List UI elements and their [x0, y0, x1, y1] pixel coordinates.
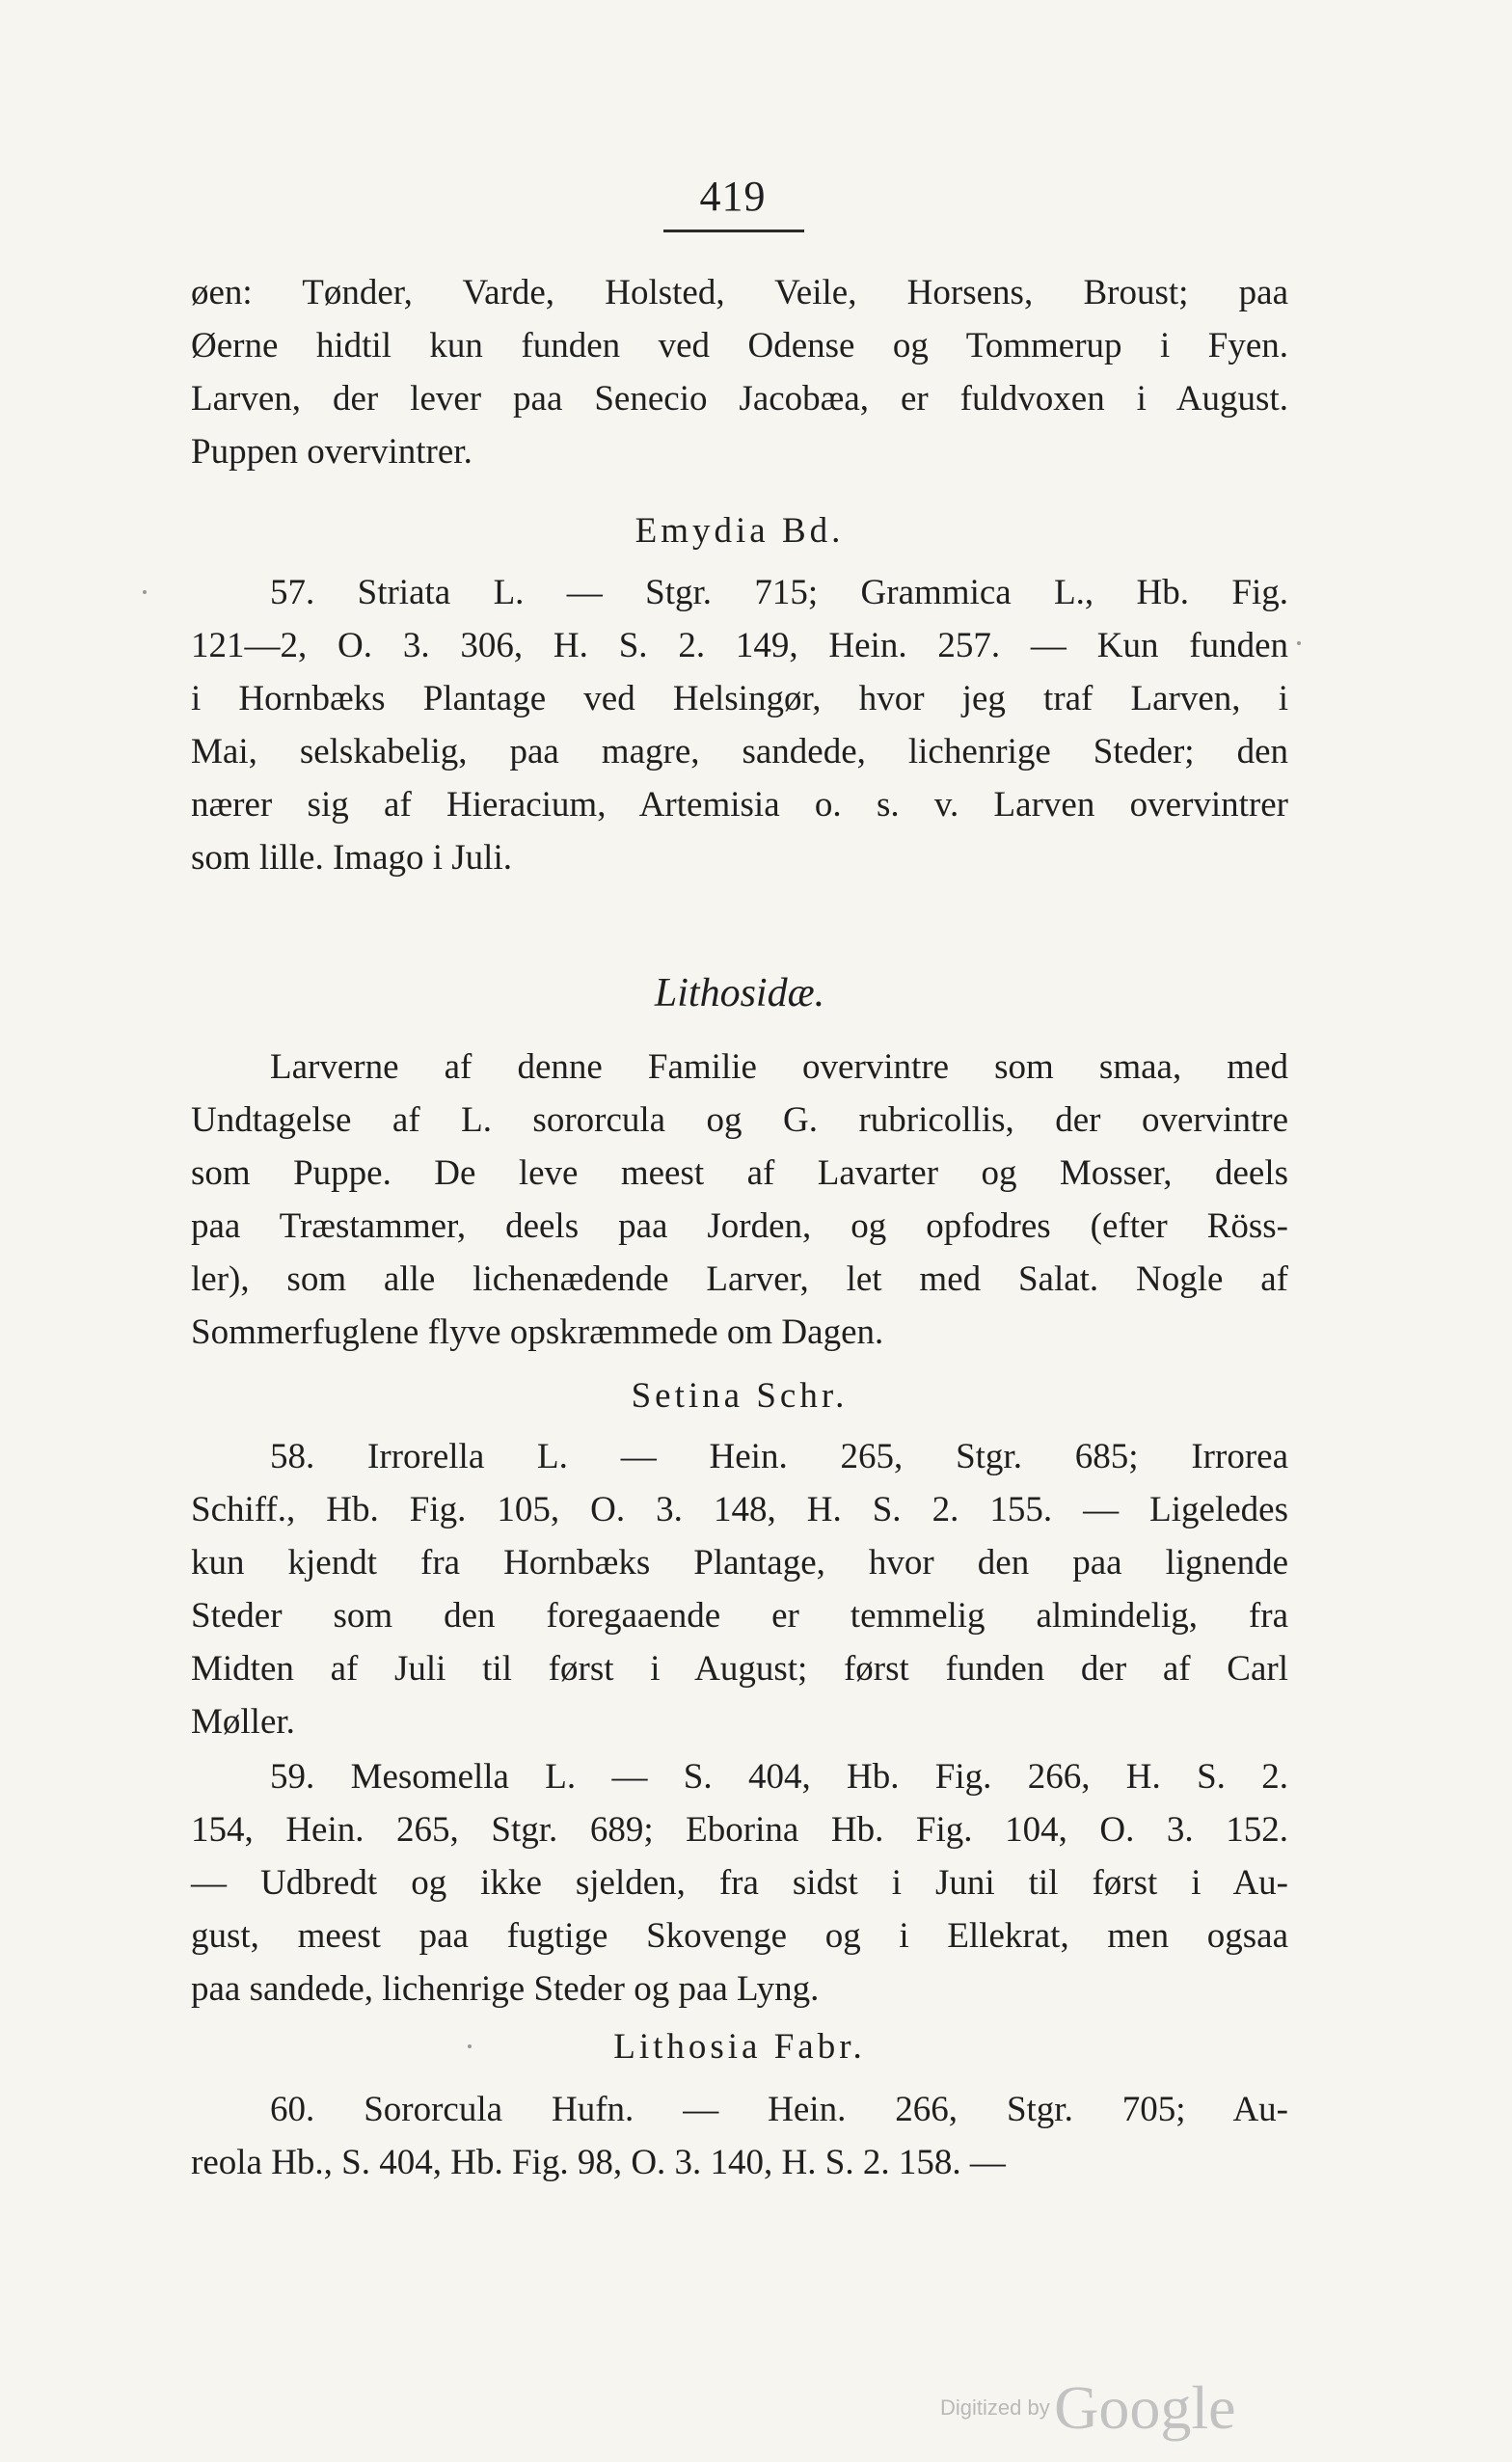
text-line: Sommerfuglene flyve opskræmmede om Dagen. — [191, 1312, 884, 1352]
watermark-prefix: Digitized by — [940, 2395, 1050, 2420]
text-line: Schiff., Hb. Fig. 105, O. 3. 148, H. S. 2. 155. — Ligeledes — [191, 1490, 1288, 1529]
text-line: som lille. Imago i Juli. — [191, 838, 512, 878]
text-line: Puppen overvintrer. — [191, 432, 472, 472]
text-line: i Hornbæks Plantage ved Helsingør, hvor jeg traf Larven, i — [191, 679, 1288, 718]
text-line: Undtagelse af L. sororcula og G. rubricollis, der overvintre — [191, 1100, 1288, 1140]
text-line: Mai, selskabelig, paa magre, sandede, lichenrige Steder; den — [191, 732, 1288, 771]
family-heading-lithosidae: Lithosidæ. — [654, 971, 825, 1015]
text-line: kun kjendt fra Hornbæks Plantage, hvor den paa lignende — [191, 1543, 1288, 1583]
text-line: Møller. — [191, 1702, 295, 1742]
family-description — [191, 1041, 1288, 1359]
text-line: Midten af Juli til først i August; først funden der af Carl — [191, 1649, 1288, 1689]
paragraph-block-1 — [191, 266, 1288, 478]
page-number: 419 — [699, 173, 767, 220]
genus-heading-lithosia: Lithosia Fabr. — [613, 2027, 866, 2067]
text-line: gust, meest paa fugtige Skovenge og i Ellekrat, men ogsaa — [191, 1916, 1288, 1956]
google-logo: Google — [1054, 2373, 1236, 2442]
text-line: ler), som alle lichenædende Larver, let med Salat. Nogle af — [191, 1259, 1288, 1299]
text-line: 57. Striata L. — Stgr. 715; Grammica L., Hb. Fig. — [270, 573, 1288, 612]
text-line: Larverne af denne Familie overvintre som smaa, med — [270, 1047, 1288, 1087]
text-line: Steder som den foregaaende er temmelig almindelig, fra — [191, 1596, 1288, 1636]
text-line: reola Hb., S. 404, Hb. Fig. 98, O. 3. 140, H. S. 2. 158. — — [191, 2143, 1006, 2182]
text-line: 121—2, O. 3. 306, H. S. 2. 149, Hein. 257. — Kun funden — [191, 626, 1288, 665]
text-line: 60. Sororcula Hufn. — Hein. 266, Stgr. 705; Au- — [270, 2090, 1288, 2129]
genus-heading-setina: Setina Schr. — [631, 1376, 849, 1416]
text-line: Øerne hidtil kun funden ved Odense og Tommerup i Fyen. — [191, 326, 1288, 365]
genus-heading-emydia: Emydia Bd. — [634, 511, 845, 551]
text-line: som Puppe. De leve meest af Lavarter og Mosser, deels — [191, 1153, 1288, 1193]
text-line: nærer sig af Hieracium, Artemisia o. s. v. Larven overvintrer — [191, 785, 1288, 825]
text-line: øen: Tønder, Varde, Holsted, Veile, Horsens, Broust; paa — [191, 273, 1288, 312]
text-line: 58. Irrorella L. — Hein. 265, Stgr. 685; Irrorea — [270, 1437, 1288, 1476]
species-entry-58 — [191, 1430, 1288, 1748]
scan-speck — [468, 2044, 472, 2048]
species-entry-60 — [191, 2083, 1288, 2189]
digitized-watermark — [940, 2372, 1236, 2444]
text-line: Larven, der lever paa Senecio Jacobæa, er fuldvoxen i August. — [191, 379, 1288, 419]
species-entry-59 — [191, 1750, 1288, 2016]
text-line: 154, Hein. 265, Stgr. 689; Eborina Hb. Fig. 104, O. 3. 152. — [191, 1810, 1288, 1850]
text-line: — Udbredt og ikke sjelden, fra sidst i Juni til først i Au- — [191, 1863, 1288, 1903]
text-line: paa sandede, lichenrige Steder og paa Lyng. — [191, 1969, 820, 2009]
species-entry-57 — [191, 566, 1288, 884]
page-number-underline — [663, 230, 804, 232]
text-line: 59. Mesomella L. — S. 404, Hb. Fig. 266, H. S. 2. — [270, 1757, 1288, 1797]
scan-speck — [1297, 641, 1301, 645]
text-line: paa Træstammer, deels paa Jorden, og opfodres (efter Röss- — [191, 1206, 1288, 1246]
scan-speck — [143, 590, 147, 594]
